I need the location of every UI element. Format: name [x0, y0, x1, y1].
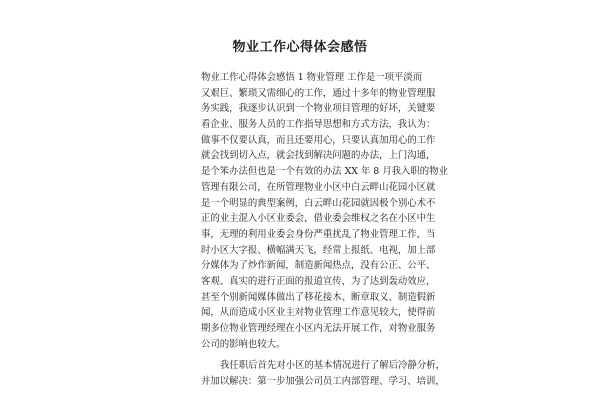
- text-line: 我任职后首先对小区的基本情况进行了解后冷静分析，: [220, 360, 446, 372]
- text-line: 时小区大字报、横幅满天飞，经常上报纸、电视，加上部: [201, 244, 436, 256]
- text-line: 闻，从而造成小区业主对物业管理工作意见较大，使得前: [201, 307, 436, 319]
- text-line: 客观、真实的进行正面的报道宣传，为了达到轰动效应，: [201, 275, 436, 287]
- text-line: 是个笨办法但也是一个有效的办法 XX 年 8 月我入职的物业: [201, 166, 448, 178]
- text-line: 就会找到切入点，就会找到解决问题的办法，上门沟通，: [201, 150, 436, 162]
- paragraph-1: [201, 70, 448, 352]
- text-line: 公司的影响也较大。: [201, 338, 286, 350]
- document-title: 物业工作心得体会感悟: [232, 40, 368, 55]
- paragraph-2: [201, 358, 446, 389]
- text-line: 又艰巨、繁琐又需细心的工作，通过十多年的物业管理服: [201, 87, 436, 99]
- text-line: 做事不仅要认真，而且还要用心，只要认真加用心的工作: [201, 134, 436, 146]
- text-line: 分媒体为了炒作新闻，制造新闻热点，没有公正、公平、: [201, 260, 436, 272]
- text-line: 管理有限公司，在所管理物业小区中白云畔山花园小区就: [201, 181, 436, 193]
- text-line: 物业工作心得体会感悟 1 物业管理 工作是一项平淡而: [201, 72, 423, 83]
- document-body: [201, 70, 448, 390]
- text-line: 正的业主混入小区业委会，借业委会维权之名在小区中生: [201, 213, 436, 225]
- text-line: 并加以解决：第一步加强公司员工内部管理、学习、培训，: [201, 376, 445, 388]
- text-line: 甚至个别新闻媒体做出了移花接木、断章取义、制造假新: [201, 291, 436, 303]
- text-line: 事，无理的利用业委会身份严重扰乱了物业管理工作，当: [201, 228, 436, 240]
- text-line: 看企业、服务人员的工作指导思想和方式方法，我认为：: [201, 119, 436, 131]
- text-line: 是一个明显的典型案例，白云畔山花园就因极个别心术不: [201, 197, 436, 209]
- text-line: 务实践，我逐步认识到一个物业项目管理的好坏，关键要: [201, 103, 436, 115]
- text-line: 期多位物业管理经理在小区内无法开展工作，对物业服务: [201, 323, 436, 334]
